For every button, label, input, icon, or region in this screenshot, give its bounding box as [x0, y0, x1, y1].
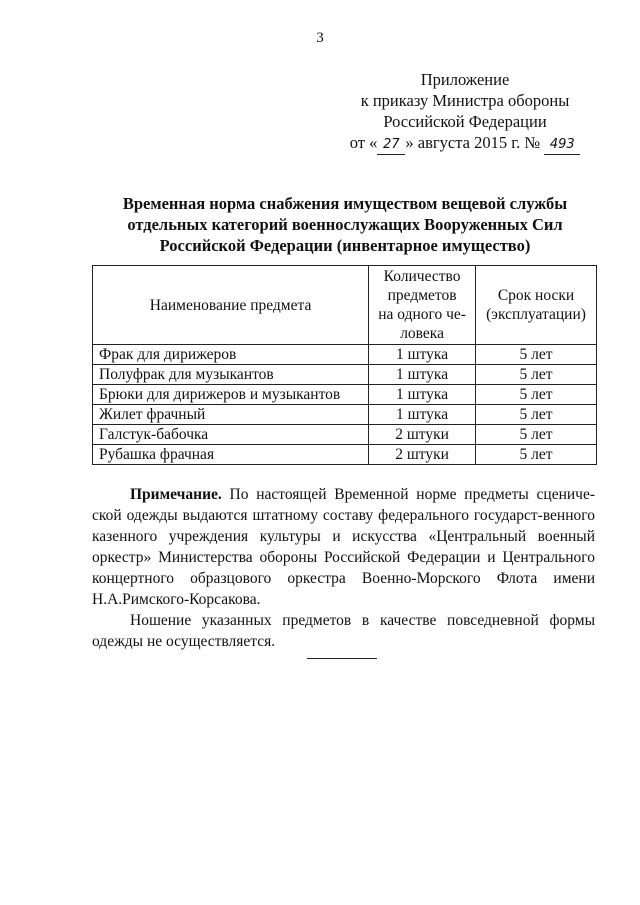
- item-name: Полуфрак для музыкантов: [93, 365, 369, 385]
- item-quantity: 1 штука: [369, 365, 476, 385]
- appendix-line-3: Российской Федерации: [383, 112, 547, 131]
- item-name: Галстук-бабочка: [93, 425, 369, 445]
- item-name: Жилет фрачный: [93, 405, 369, 425]
- appendix-line-2: к приказу Министра обороны: [360, 91, 570, 110]
- header-quantity-line-1: Количество: [383, 268, 461, 285]
- header-term-line-1: Срок носки: [497, 287, 575, 304]
- note-label: Примечание.: [130, 486, 222, 503]
- note-text: По настоящей Временной норме предметы сцениче-ской одежды выдаются штатному составу федерального государст-венного казенного учреждения культуры и искусства «Центральный военный оркестр» Министерства обороны Российской Федерации и Центрального концертного образцового оркестра Военно-Морского Флота имени Н.А.Римского-Корсакова.: [92, 486, 595, 608]
- header-quantity-line-4: ловека: [400, 325, 444, 342]
- note-paragraph-2: Ношение указанных предметов в качестве повседневной формы одежды не осуществляется.: [92, 612, 595, 650]
- date-suffix: » августа 2015 г. №: [405, 133, 541, 152]
- note-paragraph-1: [92, 484, 595, 610]
- header-quantity-line-3: на одного че-: [378, 306, 466, 323]
- note-section: [92, 484, 595, 652]
- item-term: 5 лет: [476, 445, 597, 465]
- item-name: Брюки для дирижеров и музыкантов: [93, 385, 369, 405]
- handwritten-order-number: 493: [544, 136, 580, 155]
- item-term: 5 лет: [476, 425, 597, 445]
- header-term-line-2: (эксплуатации): [486, 306, 586, 323]
- table-row: [93, 425, 597, 445]
- appendix-header: [330, 69, 600, 155]
- header-term: [476, 266, 597, 345]
- header-quantity: [369, 266, 476, 345]
- date-prefix: от «: [349, 133, 378, 152]
- page-number: 3: [316, 30, 324, 46]
- title-line-1: Временная норма снабжения имуществом вещевой службы: [122, 194, 568, 213]
- item-term: 5 лет: [476, 385, 597, 405]
- handwritten-day: 27: [377, 136, 405, 155]
- item-quantity: 2 штуки: [369, 425, 476, 445]
- title-line-3: Российской Федерации (инвентарное имущество): [159, 236, 531, 255]
- item-quantity: 1 штука: [369, 405, 476, 425]
- item-name: Рубашка фрачная: [93, 445, 369, 465]
- appendix-line-1: Приложение: [420, 70, 510, 89]
- header-quantity-line-2: предметов: [387, 287, 457, 304]
- item-term: 5 лет: [476, 365, 597, 385]
- closing-rule: [307, 658, 377, 659]
- item-term: 5 лет: [476, 405, 597, 425]
- appendix-date-line: [330, 132, 600, 155]
- item-quantity: 2 штуки: [369, 445, 476, 465]
- table-row: [93, 385, 597, 405]
- title-line-2: отдельных категорий военнослужащих Вооруженных Сил: [127, 215, 563, 234]
- supply-norm-table: [92, 265, 597, 465]
- document-title: [90, 193, 600, 256]
- table-header-row: [93, 266, 597, 345]
- item-term: 5 лет: [476, 345, 597, 365]
- item-quantity: 1 штука: [369, 385, 476, 405]
- table-row: [93, 345, 597, 365]
- table-row: [93, 445, 597, 465]
- table-row: [93, 365, 597, 385]
- header-item-name: Наименование предмета: [93, 266, 369, 345]
- item-name: Фрак для дирижеров: [93, 345, 369, 365]
- table-row: [93, 405, 597, 425]
- item-quantity: 1 штука: [369, 345, 476, 365]
